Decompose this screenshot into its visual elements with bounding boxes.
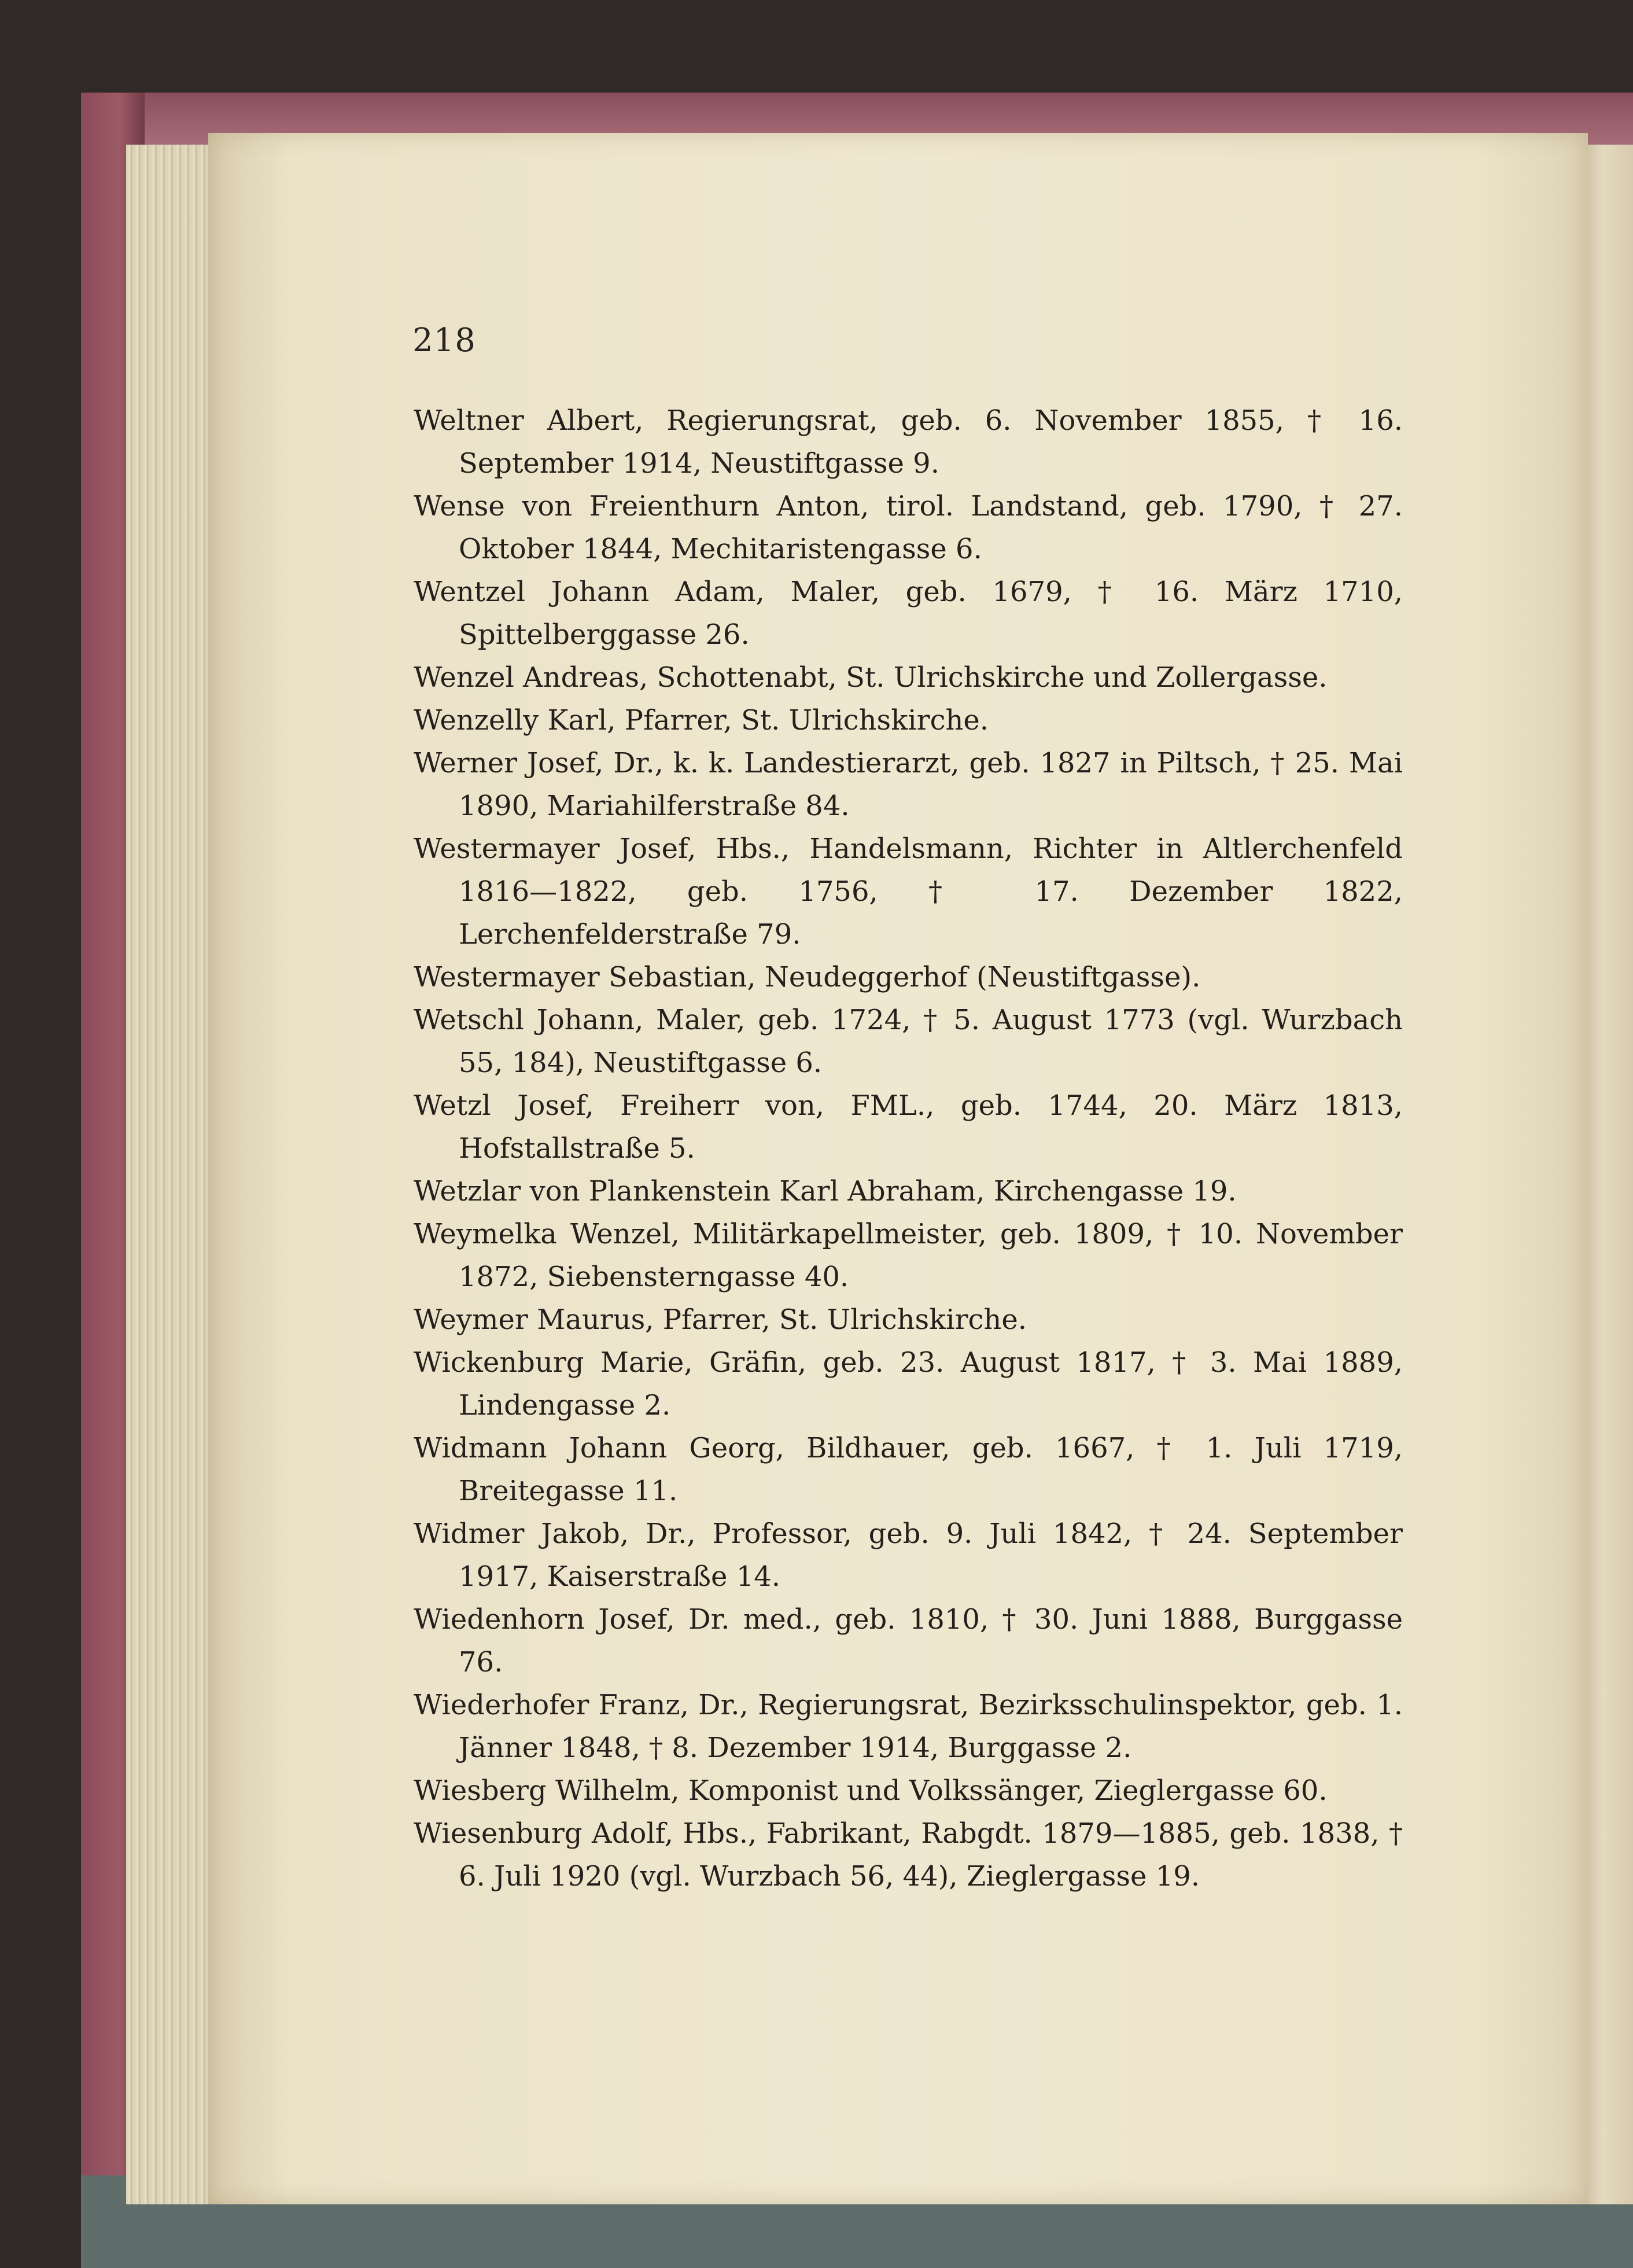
page-number: 218 <box>412 322 476 359</box>
entry: Wetschl Johann, Maler, geb. 1724, † 5. August 1773 (vgl. Wurzbach 55, 184), Neustiftgasse 6. <box>414 1004 1403 1079</box>
entry: Westermayer Sebastian, Neudeggerhof (Neustiftgasse). <box>414 961 1201 993</box>
entry: Wetzl Josef, Freiherr von, FML., geb. 1744, 20. März 1813, Hofstallstraße 5. <box>414 1089 1403 1165</box>
entry: Weymelka Wenzel, Militärkapellmeister, geb. 1809, † 10. November 1872, Siebensterngasse 40. <box>414 1218 1403 1293</box>
entry: Wense von Freienthurn Anton, tirol. Landstand, geb. 1790, † 27. Oktober 1844, Mechitaristengasse 6. <box>414 490 1403 565</box>
entry: Wiederhofer Franz, Dr., Regierungsrat, Bezirksschulinspektor, geb. 1. Jänner 1848, † 8. Dezember 1914, Burggasse 2. <box>414 1689 1403 1764</box>
entry: Wetzlar von Plankenstein Karl Abraham, Kirchengasse 19. <box>414 1175 1237 1207</box>
entry-list <box>414 399 1403 1898</box>
entry: Westermayer Josef, Hbs., Handelsmann, Richter in Altlerchenfeld 1816—1822, geb. 1756, † 17. Dezember 1822, Lerchenfelderstraße 79. <box>414 833 1403 951</box>
entry: Widmer Jakob, Dr., Professor, geb. 9. Juli 1842, † 24. September 1917, Kaiserstraße 14. <box>414 1518 1403 1593</box>
entry: Wenzelly Karl, Pfarrer, St. Ulrichskirche. <box>414 704 989 737</box>
entry: Weltner Albert, Regierungsrat, geb. 6. November 1855, † 16. September 1914, Neustiftgasse 9. <box>414 404 1403 480</box>
entry: Wiesberg Wilhelm, Komponist und Volkssänger, Zieglergasse 60. <box>414 1774 1328 1807</box>
page-right-edge <box>1582 145 1633 2204</box>
entry: Wickenburg Marie, Gräfin, geb. 23. August 1817, † 3. Mai 1889, Lindengasse 2. <box>414 1346 1403 1422</box>
entry: Wenzel Andreas, Schottenabt, St. Ulrichskirche und Zollergasse. <box>414 661 1328 694</box>
entry: Werner Josef, Dr., k. k. Landestierarzt, geb. 1827 in Piltsch, † 25. Mai 1890, Mariahilferstraße 84. <box>414 747 1403 822</box>
entry: Wiesenburg Adolf, Hbs., Fabrikant, Rabgdt. 1879—1885, geb. 1838, † 6. Juli 1920 (vgl. Wurzbach 56, 44), Zieglergasse 19. <box>414 1817 1403 1893</box>
entry: Weymer Maurus, Pfarrer, St. Ulrichskirche. <box>414 1304 1027 1336</box>
entry: Widmann Johann Georg, Bildhauer, geb. 1667, † 1. Juli 1719, Breitegasse 11. <box>414 1432 1403 1507</box>
entry: Wentzel Johann Adam, Maler, geb. 1679, † 16. März 1710, Spittelberggasse 26. <box>414 576 1403 651</box>
entry: Wiedenhorn Josef, Dr. med., geb. 1810, † 30. Juni 1888, Burggasse 76. <box>414 1603 1403 1678</box>
